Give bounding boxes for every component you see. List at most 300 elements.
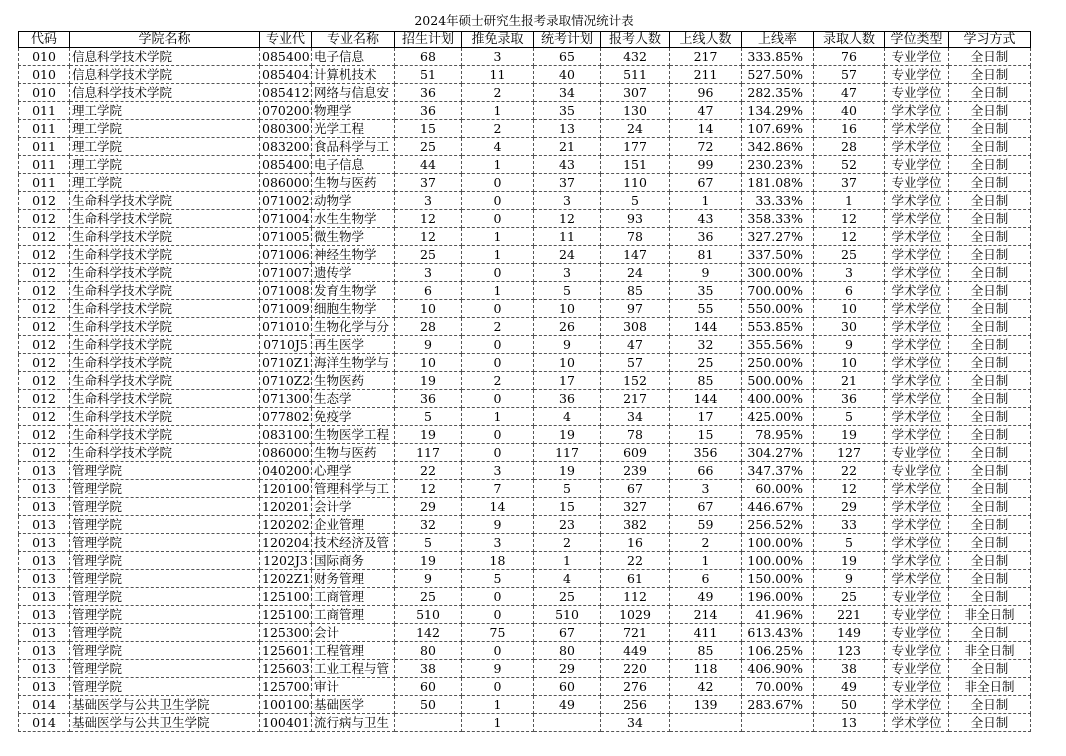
cell-pass-rate: 230.23% <box>742 156 814 174</box>
cell-major-name: 工商管理 <box>312 588 395 606</box>
cell-code: 011 <box>19 102 70 120</box>
cell-code: 014 <box>19 714 70 732</box>
cell-applicants: 130 <box>601 102 670 120</box>
cell-pass-rate: 41.96% <box>742 606 814 624</box>
cell-college: 生命科学技术学院 <box>70 372 260 390</box>
cell-exam-plan: 25 <box>534 588 601 606</box>
cell-code: 011 <box>19 156 70 174</box>
table-row <box>19 696 1031 714</box>
table-row <box>19 462 1031 480</box>
cell-exempt: 9 <box>462 516 534 534</box>
cell-code: 013 <box>19 678 70 696</box>
cell-exam-plan: 15 <box>534 498 601 516</box>
cell-college: 信息科学技术学院 <box>70 66 260 84</box>
column-header-plan: 招生计划 <box>395 32 462 48</box>
cell-admitted: 50 <box>814 696 885 714</box>
cell-admitted: 37 <box>814 174 885 192</box>
cell-degree-type: 学术学位 <box>885 102 949 120</box>
cell-major-name: 工程管理 <box>312 642 395 660</box>
cell-major-name: 会计 <box>312 624 395 642</box>
table-row <box>19 318 1031 336</box>
cell-major-code: 083100 <box>260 426 312 444</box>
cell-degree-type: 学术学位 <box>885 408 949 426</box>
cell-applicants: 67 <box>601 480 670 498</box>
cell-exempt: 0 <box>462 192 534 210</box>
cell-passed: 25 <box>670 354 742 372</box>
cell-pass-rate: 500.00% <box>742 372 814 390</box>
cell-major-code: 071004 <box>260 210 312 228</box>
cell-study-mode: 全日制 <box>949 282 1031 300</box>
cell-plan: 15 <box>395 120 462 138</box>
cell-college: 理工学院 <box>70 120 260 138</box>
table-row <box>19 606 1031 624</box>
cell-plan: 3 <box>395 264 462 282</box>
cell-applicants: 721 <box>601 624 670 642</box>
cell-major-name: 工商管理 <box>312 606 395 624</box>
cell-pass-rate: 527.50% <box>742 66 814 84</box>
cell-degree-type: 学术学位 <box>885 246 949 264</box>
cell-plan: 22 <box>395 462 462 480</box>
cell-admitted: 6 <box>814 282 885 300</box>
cell-study-mode: 全日制 <box>949 300 1031 318</box>
cell-degree-type: 学术学位 <box>885 192 949 210</box>
cell-degree-type: 专业学位 <box>885 174 949 192</box>
cell-major-code: 125700 <box>260 678 312 696</box>
cell-passed: 1 <box>670 192 742 210</box>
table-row <box>19 642 1031 660</box>
cell-plan: 10 <box>395 354 462 372</box>
cell-exempt: 11 <box>462 66 534 84</box>
cell-exempt: 1 <box>462 408 534 426</box>
cell-major-name: 再生医学 <box>312 336 395 354</box>
cell-exam-plan: 37 <box>534 174 601 192</box>
cell-exempt: 14 <box>462 498 534 516</box>
cell-applicants: 78 <box>601 426 670 444</box>
cell-college: 生命科学技术学院 <box>70 426 260 444</box>
cell-college: 信息科学技术学院 <box>70 84 260 102</box>
cell-college: 生命科学技术学院 <box>70 318 260 336</box>
cell-study-mode: 全日制 <box>949 336 1031 354</box>
column-header-applicants: 报考人数 <box>601 32 670 48</box>
table-row <box>19 480 1031 498</box>
cell-exempt: 2 <box>462 84 534 102</box>
cell-exempt: 0 <box>462 444 534 462</box>
cell-exempt: 0 <box>462 390 534 408</box>
cell-applicants: 1029 <box>601 606 670 624</box>
cell-exempt: 1 <box>462 282 534 300</box>
table-row <box>19 354 1031 372</box>
column-header-major-name: 专业名称 <box>312 32 395 48</box>
cell-admitted: 36 <box>814 390 885 408</box>
cell-major-name: 国际商务 <box>312 552 395 570</box>
cell-college: 基础医学与公共卫生学院 <box>70 714 260 732</box>
cell-exam-plan: 117 <box>534 444 601 462</box>
cell-college: 管理学院 <box>70 552 260 570</box>
cell-study-mode: 全日制 <box>949 426 1031 444</box>
admission-stats-table <box>18 31 1031 732</box>
cell-exempt: 3 <box>462 462 534 480</box>
cell-plan: 9 <box>395 336 462 354</box>
cell-exam-plan: 19 <box>534 426 601 444</box>
cell-exempt: 0 <box>462 426 534 444</box>
cell-code: 011 <box>19 138 70 156</box>
cell-college: 生命科学技术学院 <box>70 246 260 264</box>
cell-exempt: 0 <box>462 678 534 696</box>
table-row <box>19 174 1031 192</box>
cell-exam-plan <box>534 714 601 732</box>
cell-pass-rate: 425.00% <box>742 408 814 426</box>
cell-passed: 144 <box>670 318 742 336</box>
cell-passed: 36 <box>670 228 742 246</box>
cell-code: 012 <box>19 246 70 264</box>
cell-passed: 66 <box>670 462 742 480</box>
cell-admitted: 12 <box>814 228 885 246</box>
cell-college: 生命科学技术学院 <box>70 210 260 228</box>
cell-degree-type: 学术学位 <box>885 336 949 354</box>
cell-college: 管理学院 <box>70 570 260 588</box>
cell-applicants: 97 <box>601 300 670 318</box>
table-row <box>19 246 1031 264</box>
cell-major-code: 086000 <box>260 444 312 462</box>
cell-exam-plan: 60 <box>534 678 601 696</box>
cell-pass-rate: 400.00% <box>742 390 814 408</box>
cell-admitted: 10 <box>814 300 885 318</box>
cell-passed: 85 <box>670 642 742 660</box>
cell-plan: 25 <box>395 138 462 156</box>
cell-college: 理工学院 <box>70 138 260 156</box>
cell-major-code: 0710Z2 <box>260 372 312 390</box>
cell-exempt: 5 <box>462 570 534 588</box>
cell-major-code: 125601 <box>260 642 312 660</box>
cell-major-code: 071006 <box>260 246 312 264</box>
cell-passed: 139 <box>670 696 742 714</box>
cell-plan: 51 <box>395 66 462 84</box>
cell-applicants: 609 <box>601 444 670 462</box>
cell-study-mode: 全日制 <box>949 174 1031 192</box>
cell-plan: 9 <box>395 570 462 588</box>
cell-code: 012 <box>19 408 70 426</box>
cell-code: 012 <box>19 192 70 210</box>
cell-college: 生命科学技术学院 <box>70 264 260 282</box>
cell-pass-rate: 196.00% <box>742 588 814 606</box>
cell-exempt: 1 <box>462 102 534 120</box>
cell-major-code: 071008 <box>260 282 312 300</box>
cell-admitted: 5 <box>814 408 885 426</box>
cell-study-mode: 全日制 <box>949 696 1031 714</box>
cell-study-mode: 全日制 <box>949 48 1031 66</box>
cell-plan: 28 <box>395 318 462 336</box>
cell-passed: 356 <box>670 444 742 462</box>
cell-pass-rate: 613.43% <box>742 624 814 642</box>
cell-code: 012 <box>19 354 70 372</box>
cell-degree-type: 专业学位 <box>885 642 949 660</box>
cell-plan: 44 <box>395 156 462 174</box>
cell-exempt: 0 <box>462 210 534 228</box>
cell-plan: 29 <box>395 498 462 516</box>
cell-passed: 43 <box>670 210 742 228</box>
cell-admitted: 38 <box>814 660 885 678</box>
cell-exempt: 0 <box>462 174 534 192</box>
cell-major-name: 基础医学 <box>312 696 395 714</box>
cell-plan: 60 <box>395 678 462 696</box>
column-header-pass-rate: 上线率 <box>742 32 814 48</box>
cell-college: 管理学院 <box>70 606 260 624</box>
cell-applicants: 239 <box>601 462 670 480</box>
cell-exempt: 0 <box>462 300 534 318</box>
cell-exam-plan: 40 <box>534 66 601 84</box>
cell-exempt: 1 <box>462 156 534 174</box>
cell-passed: 17 <box>670 408 742 426</box>
cell-exam-plan: 510 <box>534 606 601 624</box>
cell-pass-rate: 355.56% <box>742 336 814 354</box>
cell-study-mode: 全日制 <box>949 192 1031 210</box>
cell-exam-plan: 11 <box>534 228 601 246</box>
cell-admitted: 12 <box>814 210 885 228</box>
cell-study-mode: 全日制 <box>949 372 1031 390</box>
cell-admitted: 9 <box>814 336 885 354</box>
cell-exam-plan: 13 <box>534 120 601 138</box>
cell-study-mode: 全日制 <box>949 120 1031 138</box>
cell-passed: 35 <box>670 282 742 300</box>
cell-pass-rate: 300.00% <box>742 264 814 282</box>
cell-degree-type: 专业学位 <box>885 48 949 66</box>
cell-college: 管理学院 <box>70 588 260 606</box>
cell-passed: 42 <box>670 678 742 696</box>
cell-passed: 15 <box>670 426 742 444</box>
cell-major-code: 120201 <box>260 498 312 516</box>
cell-college: 管理学院 <box>70 498 260 516</box>
cell-passed: 14 <box>670 120 742 138</box>
cell-exam-plan: 35 <box>534 102 601 120</box>
cell-exam-plan: 4 <box>534 408 601 426</box>
cell-code: 013 <box>19 534 70 552</box>
cell-major-code: 0710Z1 <box>260 354 312 372</box>
cell-major-code: 125100 <box>260 606 312 624</box>
cell-major-name: 生物医药 <box>312 372 395 390</box>
cell-plan: 68 <box>395 48 462 66</box>
cell-admitted: 30 <box>814 318 885 336</box>
cell-exempt: 0 <box>462 642 534 660</box>
cell-code: 013 <box>19 606 70 624</box>
cell-pass-rate: 282.35% <box>742 84 814 102</box>
cell-study-mode: 非全日制 <box>949 678 1031 696</box>
table-row <box>19 570 1031 588</box>
cell-pass-rate: 70.00% <box>742 678 814 696</box>
cell-passed: 144 <box>670 390 742 408</box>
table-row <box>19 192 1031 210</box>
cell-major-name: 企业管理 <box>312 516 395 534</box>
cell-plan <box>395 714 462 732</box>
table-row <box>19 660 1031 678</box>
cell-study-mode: 非全日制 <box>949 642 1031 660</box>
cell-study-mode: 全日制 <box>949 498 1031 516</box>
cell-exam-plan: 21 <box>534 138 601 156</box>
cell-major-name: 生物与医药 <box>312 174 395 192</box>
cell-major-name: 生物与医药 <box>312 444 395 462</box>
cell-exam-plan: 29 <box>534 660 601 678</box>
cell-degree-type: 学术学位 <box>885 354 949 372</box>
cell-degree-type: 学术学位 <box>885 426 949 444</box>
cell-degree-type: 专业学位 <box>885 660 949 678</box>
cell-exam-plan: 24 <box>534 246 601 264</box>
cell-college: 管理学院 <box>70 678 260 696</box>
cell-major-code: 120204 <box>260 534 312 552</box>
cell-applicants: 177 <box>601 138 670 156</box>
cell-passed: 6 <box>670 570 742 588</box>
cell-code: 011 <box>19 174 70 192</box>
table-row <box>19 714 1031 732</box>
cell-passed: 9 <box>670 264 742 282</box>
cell-major-code: 083200 <box>260 138 312 156</box>
cell-study-mode: 全日制 <box>949 138 1031 156</box>
cell-major-code: 080300 <box>260 120 312 138</box>
cell-applicants: 307 <box>601 84 670 102</box>
cell-college: 生命科学技术学院 <box>70 300 260 318</box>
cell-code: 013 <box>19 624 70 642</box>
cell-college: 管理学院 <box>70 534 260 552</box>
cell-major-name: 网络与信息安 <box>312 84 395 102</box>
cell-major-name: 技术经济及管 <box>312 534 395 552</box>
cell-exam-plan: 10 <box>534 300 601 318</box>
column-header-exam-plan: 统考计划 <box>534 32 601 48</box>
cell-study-mode: 全日制 <box>949 66 1031 84</box>
cell-exam-plan: 26 <box>534 318 601 336</box>
table-row <box>19 498 1031 516</box>
cell-code: 012 <box>19 336 70 354</box>
cell-exempt: 1 <box>462 228 534 246</box>
cell-degree-type: 学术学位 <box>885 228 949 246</box>
cell-pass-rate: 60.00% <box>742 480 814 498</box>
cell-exam-plan: 5 <box>534 480 601 498</box>
cell-degree-type: 专业学位 <box>885 624 949 642</box>
cell-passed: 59 <box>670 516 742 534</box>
cell-college: 理工学院 <box>70 174 260 192</box>
cell-major-code: 085412 <box>260 84 312 102</box>
cell-code: 013 <box>19 498 70 516</box>
cell-pass-rate: 78.95% <box>742 426 814 444</box>
cell-code: 013 <box>19 516 70 534</box>
cell-exempt: 0 <box>462 264 534 282</box>
cell-admitted: 13 <box>814 714 885 732</box>
cell-code: 013 <box>19 552 70 570</box>
cell-study-mode: 全日制 <box>949 444 1031 462</box>
cell-exam-plan: 12 <box>534 210 601 228</box>
cell-passed: 411 <box>670 624 742 642</box>
cell-plan: 38 <box>395 660 462 678</box>
cell-study-mode: 全日制 <box>949 660 1031 678</box>
cell-college: 信息科学技术学院 <box>70 48 260 66</box>
cell-study-mode: 全日制 <box>949 714 1031 732</box>
cell-admitted: 19 <box>814 552 885 570</box>
cell-major-code: 100401 <box>260 714 312 732</box>
cell-applicants: 449 <box>601 642 670 660</box>
cell-major-code: 077802 <box>260 408 312 426</box>
cell-exam-plan: 2 <box>534 534 601 552</box>
cell-major-code: 1202Z1 <box>260 570 312 588</box>
cell-exempt: 9 <box>462 660 534 678</box>
column-header-study-mode: 学习方式 <box>949 32 1031 48</box>
cell-pass-rate: 550.00% <box>742 300 814 318</box>
cell-degree-type: 专业学位 <box>885 606 949 624</box>
cell-applicants: 61 <box>601 570 670 588</box>
table-title: 2024年硕士研究生报考录取情况统计表 <box>414 13 634 28</box>
cell-degree-type: 学术学位 <box>885 570 949 588</box>
cell-admitted: 33 <box>814 516 885 534</box>
cell-exam-plan: 34 <box>534 84 601 102</box>
cell-code: 013 <box>19 642 70 660</box>
table-row <box>19 228 1031 246</box>
cell-major-name: 生态学 <box>312 390 395 408</box>
cell-study-mode: 全日制 <box>949 210 1031 228</box>
cell-major-name: 细胞生物学 <box>312 300 395 318</box>
cell-applicants: 112 <box>601 588 670 606</box>
cell-plan: 19 <box>395 426 462 444</box>
cell-major-code: 0710J5 <box>260 336 312 354</box>
cell-exempt: 2 <box>462 372 534 390</box>
cell-major-code: 1202J3 <box>260 552 312 570</box>
cell-passed: 217 <box>670 48 742 66</box>
cell-major-name: 管理科学与工 <box>312 480 395 498</box>
cell-applicants: 16 <box>601 534 670 552</box>
table-row <box>19 444 1031 462</box>
cell-college: 管理学院 <box>70 516 260 534</box>
cell-pass-rate: 342.86% <box>742 138 814 156</box>
cell-pass-rate: 283.67% <box>742 696 814 714</box>
cell-major-code: 120100 <box>260 480 312 498</box>
cell-admitted: 47 <box>814 84 885 102</box>
cell-study-mode: 全日制 <box>949 534 1031 552</box>
cell-exam-plan: 19 <box>534 462 601 480</box>
cell-degree-type: 学术学位 <box>885 516 949 534</box>
cell-admitted: 1 <box>814 192 885 210</box>
cell-admitted: 9 <box>814 570 885 588</box>
cell-major-code: 071009 <box>260 300 312 318</box>
cell-exempt: 1 <box>462 246 534 264</box>
cell-college: 生命科学技术学院 <box>70 444 260 462</box>
cell-applicants: 85 <box>601 282 670 300</box>
cell-applicants: 152 <box>601 372 670 390</box>
cell-study-mode: 全日制 <box>949 588 1031 606</box>
cell-passed: 2 <box>670 534 742 552</box>
table-row <box>19 138 1031 156</box>
cell-exam-plan: 3 <box>534 192 601 210</box>
cell-college: 生命科学技术学院 <box>70 408 260 426</box>
cell-applicants: 432 <box>601 48 670 66</box>
cell-plan: 12 <box>395 480 462 498</box>
cell-passed: 67 <box>670 174 742 192</box>
cell-plan: 37 <box>395 174 462 192</box>
cell-applicants: 276 <box>601 678 670 696</box>
cell-passed: 1 <box>670 552 742 570</box>
cell-admitted: 76 <box>814 48 885 66</box>
cell-major-code: 120202 <box>260 516 312 534</box>
cell-pass-rate: 100.00% <box>742 552 814 570</box>
header-row <box>19 32 1031 48</box>
cell-exempt: 1 <box>462 696 534 714</box>
cell-applicants: 78 <box>601 228 670 246</box>
cell-pass-rate: 553.85% <box>742 318 814 336</box>
cell-major-name: 神经生物学 <box>312 246 395 264</box>
cell-major-name: 生物化学与分 <box>312 318 395 336</box>
cell-applicants: 57 <box>601 354 670 372</box>
cell-major-code: 040200 <box>260 462 312 480</box>
cell-applicants: 93 <box>601 210 670 228</box>
cell-code: 013 <box>19 660 70 678</box>
cell-plan: 117 <box>395 444 462 462</box>
cell-admitted: 49 <box>814 678 885 696</box>
cell-major-name: 财务管理 <box>312 570 395 588</box>
cell-applicants: 24 <box>601 120 670 138</box>
